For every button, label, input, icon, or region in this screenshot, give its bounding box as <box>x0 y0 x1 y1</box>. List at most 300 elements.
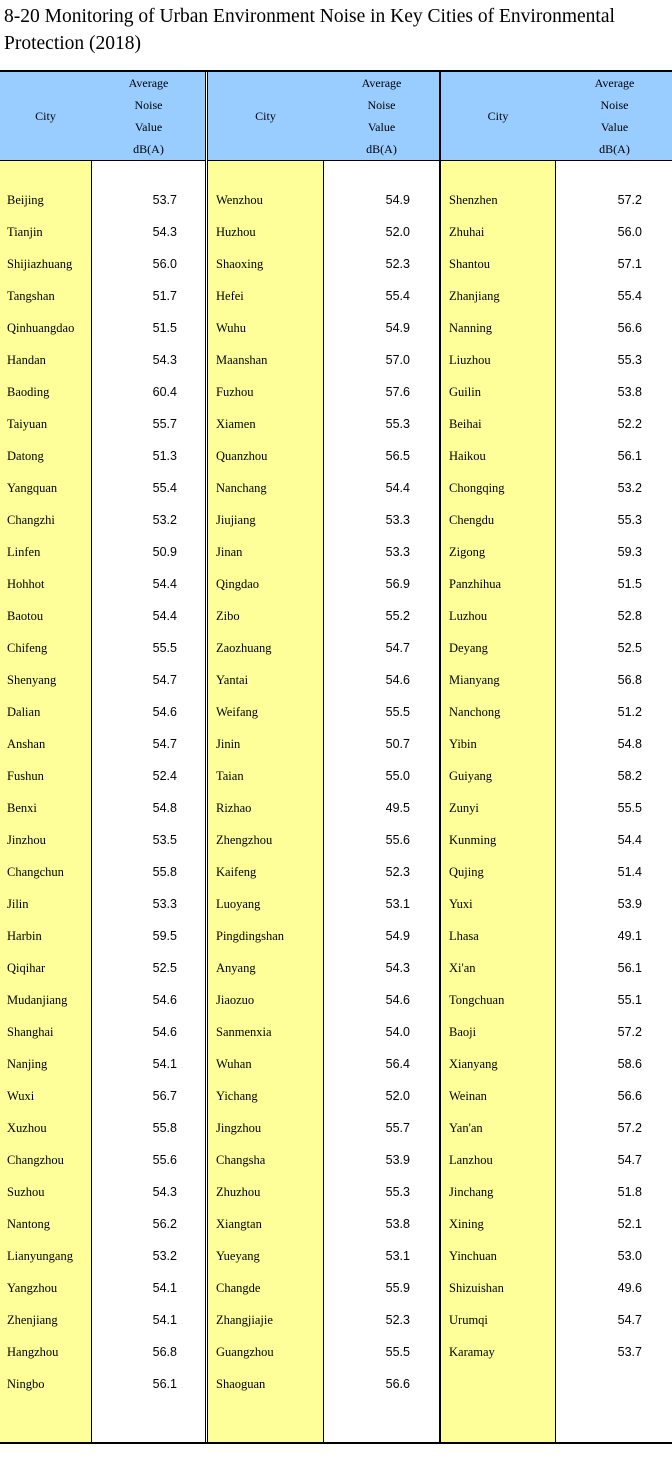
table-row <box>0 216 205 248</box>
table-row <box>0 1176 205 1208</box>
noise-value: 55.4 <box>152 481 177 495</box>
city-name: Urumqi <box>449 1313 488 1327</box>
noise-value: 52.0 <box>385 225 410 239</box>
noise-value: 54.6 <box>152 993 177 1007</box>
noise-value: 57.6 <box>385 385 410 399</box>
city-name: Zhenjiang <box>7 1313 58 1327</box>
noise-value: 59.3 <box>617 545 642 559</box>
noise-value: 57.1 <box>617 257 642 271</box>
noise-value: 54.6 <box>152 705 177 719</box>
city-name: Hangzhou <box>7 1345 59 1359</box>
city-name: Jinan <box>216 545 243 559</box>
table-row <box>0 312 205 344</box>
table-row <box>0 1368 205 1400</box>
noise-value: 56.0 <box>152 257 177 271</box>
table-row <box>441 184 672 216</box>
table-row <box>441 696 672 728</box>
city-name: Wuxi <box>7 1089 35 1103</box>
city-name: Chifeng <box>7 641 48 655</box>
noise-value: 53.1 <box>385 897 410 911</box>
noise-value: 51.7 <box>152 289 177 303</box>
city-name: Benxi <box>7 801 37 815</box>
city-name: Baoding <box>7 385 50 399</box>
noise-value: 50.9 <box>152 545 177 559</box>
city-name: Shizuishan <box>449 1281 504 1295</box>
table-row <box>0 408 205 440</box>
header-city: City <box>35 108 56 123</box>
city-name: Yantai <box>216 673 249 687</box>
city-name: Yueyang <box>216 1249 260 1263</box>
noise-value: 54.4 <box>385 481 410 495</box>
noise-value: 54.6 <box>385 673 410 687</box>
header-noise-value <box>556 72 672 160</box>
city-name: Guilin <box>449 385 481 399</box>
city-name: Beijing <box>7 193 44 207</box>
table-row <box>441 408 672 440</box>
noise-value: 54.7 <box>617 1313 642 1327</box>
city-name: Linfen <box>7 545 41 559</box>
city-name: Changchun <box>7 865 64 879</box>
table-row <box>208 1144 439 1176</box>
city-name: Shenyang <box>7 673 57 687</box>
city-name: Ningbo <box>7 1377 45 1391</box>
noise-value: 51.8 <box>617 1185 642 1199</box>
city-name: Xiangtan <box>216 1217 262 1231</box>
city-name: Kunming <box>449 833 497 847</box>
city-name: Luzhou <box>449 609 488 623</box>
table-row <box>0 920 205 952</box>
city-name: Wuhu <box>216 321 247 335</box>
noise-value: 54.9 <box>385 321 410 335</box>
noise-value: 54.9 <box>385 929 410 943</box>
noise-value: 55.3 <box>617 353 642 367</box>
noise-value: 54.3 <box>152 353 177 367</box>
table-row <box>208 760 439 792</box>
city-name: Jinchang <box>449 1185 494 1199</box>
table-row <box>208 312 439 344</box>
noise-value: 53.9 <box>617 897 642 911</box>
city-name: Wenzhou <box>216 193 263 207</box>
noise-value: 55.8 <box>152 1121 177 1135</box>
table-row <box>208 1016 439 1048</box>
city-name: Panzhihua <box>449 577 502 591</box>
table-row <box>0 344 205 376</box>
noise-value: 55.1 <box>617 993 642 1007</box>
noise-value: 53.5 <box>152 833 177 847</box>
noise-value: 55.7 <box>385 1121 410 1135</box>
city-name: Jinzhou <box>7 833 46 847</box>
table-row <box>0 824 205 856</box>
row-list <box>0 184 205 1400</box>
city-name: Weifang <box>216 705 259 719</box>
city-name: Zhuhai <box>449 225 485 239</box>
noise-value: 53.9 <box>385 1153 410 1167</box>
noise-value: 54.4 <box>152 609 177 623</box>
city-name: Fuzhou <box>216 385 254 399</box>
noise-value: 55.8 <box>152 865 177 879</box>
table-row <box>0 696 205 728</box>
city-name: Rizhao <box>216 801 252 815</box>
table-row <box>0 664 205 696</box>
noise-value: 55.3 <box>385 417 410 431</box>
table-row <box>0 1144 205 1176</box>
table-row <box>441 280 672 312</box>
city-name: Lhasa <box>449 929 479 943</box>
city-name: Baotou <box>7 609 44 623</box>
table-row <box>208 1336 439 1368</box>
table-row <box>0 1080 205 1112</box>
table-row <box>208 216 439 248</box>
noise-value: 53.7 <box>617 1345 642 1359</box>
city-name: Lianyungang <box>7 1249 73 1263</box>
table-row <box>0 984 205 1016</box>
noise-value: 49.1 <box>617 929 642 943</box>
city-name: Karamay <box>449 1345 495 1359</box>
table-row <box>208 568 439 600</box>
city-name: Changzhou <box>7 1153 64 1167</box>
city-name: Chongqing <box>449 481 505 495</box>
city-name: Suzhou <box>7 1185 45 1199</box>
noise-value: 54.4 <box>152 577 177 591</box>
city-name: Qinhuangdao <box>7 321 75 335</box>
city-name: Huzhou <box>216 225 256 239</box>
table-row <box>441 952 672 984</box>
header-city: City <box>255 108 276 123</box>
table-row <box>441 1176 672 1208</box>
header-noise-value <box>92 72 205 160</box>
table-row <box>208 1176 439 1208</box>
noise-value: 56.1 <box>617 449 642 463</box>
table-row <box>441 440 672 472</box>
city-name: Jinin <box>216 737 241 751</box>
table-row <box>208 1112 439 1144</box>
column-group-3 <box>440 72 672 1442</box>
noise-value: 54.7 <box>152 673 177 687</box>
table-row <box>208 696 439 728</box>
table-row <box>208 344 439 376</box>
table-row <box>441 792 672 824</box>
page-title: 8-20 Monitoring of Urban Environment Noise in Key Cities of Environmental Protection (2018) <box>4 6 615 54</box>
noise-value: 56.9 <box>385 577 410 591</box>
table-body <box>208 161 439 1442</box>
noise-value: 54.3 <box>152 225 177 239</box>
table-header <box>208 72 439 161</box>
noise-value: 51.5 <box>617 577 642 591</box>
city-name: Quanzhou <box>216 449 268 463</box>
city-name: Shijiazhuang <box>7 257 73 271</box>
table-row <box>0 1272 205 1304</box>
table-row <box>441 568 672 600</box>
table-row <box>441 1208 672 1240</box>
table-row <box>208 856 439 888</box>
noise-value: 54.1 <box>152 1057 177 1071</box>
table-row <box>0 856 205 888</box>
city-name: Dalian <box>7 705 41 719</box>
city-name: Haikou <box>449 449 486 463</box>
noise-value: 56.0 <box>617 225 642 239</box>
table-row <box>0 248 205 280</box>
city-name: Datong <box>7 449 44 463</box>
noise-value: 52.3 <box>385 1313 410 1327</box>
noise-value: 55.4 <box>385 289 410 303</box>
header-line: Noise <box>367 98 396 112</box>
header-noise-value <box>324 72 439 160</box>
city-name: Taiyuan <box>7 417 48 431</box>
table-row <box>0 1304 205 1336</box>
header-line: dB(A) <box>599 142 630 156</box>
row-list <box>441 184 672 1368</box>
noise-value: 53.3 <box>385 545 410 559</box>
table-row <box>208 952 439 984</box>
city-name: Taian <box>216 769 244 783</box>
noise-value: 54.6 <box>152 1025 177 1039</box>
city-name: Changde <box>216 1281 261 1295</box>
city-name: Xiamen <box>216 417 256 431</box>
noise-value: 51.3 <box>152 449 177 463</box>
noise-value: 52.3 <box>385 257 410 271</box>
noise-value: 56.2 <box>152 1217 177 1231</box>
table-row <box>208 888 439 920</box>
city-name: Yan'an <box>449 1121 483 1135</box>
city-name: Nantong <box>7 1217 51 1231</box>
city-name: Nanchong <box>449 705 501 719</box>
city-name: Sanmenxia <box>216 1025 272 1039</box>
city-name: Zibo <box>216 609 240 623</box>
table-body <box>0 161 205 1442</box>
city-name: Yibin <box>449 737 477 751</box>
header-line: dB(A) <box>366 142 397 156</box>
table-row <box>441 1144 672 1176</box>
noise-value: 52.1 <box>617 1217 642 1231</box>
table-row <box>0 472 205 504</box>
noise-value: 52.2 <box>617 417 642 431</box>
table-row <box>0 1336 205 1368</box>
noise-value: 54.8 <box>617 737 642 751</box>
table-row <box>441 1336 672 1368</box>
table-row <box>208 984 439 1016</box>
table-row <box>208 536 439 568</box>
table-row <box>441 1240 672 1272</box>
header-line: Average <box>594 76 635 90</box>
city-name: Tangshan <box>7 289 55 303</box>
city-name: Jiujiang <box>216 513 256 527</box>
city-name: Kaifeng <box>216 865 257 879</box>
city-name: Changzhi <box>7 513 55 527</box>
column-group-2 <box>207 72 440 1442</box>
noise-value: 53.8 <box>617 385 642 399</box>
city-name: Fushun <box>7 769 44 783</box>
city-name: Wuhan <box>216 1057 252 1071</box>
table-row <box>441 600 672 632</box>
noise-value: 55.6 <box>152 1153 177 1167</box>
table-row <box>208 728 439 760</box>
noise-value: 55.7 <box>152 417 177 431</box>
noise-value: 54.7 <box>617 1153 642 1167</box>
noise-value: 49.6 <box>617 1281 642 1295</box>
table-row <box>208 408 439 440</box>
column-group-1 <box>0 72 206 1442</box>
table-row <box>208 280 439 312</box>
table-row <box>0 888 205 920</box>
noise-value: 57.2 <box>617 1025 642 1039</box>
table-row <box>0 536 205 568</box>
table-row <box>0 760 205 792</box>
noise-value: 59.5 <box>152 929 177 943</box>
table-row <box>441 728 672 760</box>
noise-value: 51.2 <box>617 705 642 719</box>
table-row <box>441 632 672 664</box>
city-name: Weinan <box>449 1089 487 1103</box>
city-name: Liuzhou <box>449 353 491 367</box>
city-name: Qiqihar <box>7 961 46 975</box>
noise-value: 56.1 <box>617 961 642 975</box>
city-name: Yangzhou <box>7 1281 58 1295</box>
row-list <box>208 184 439 1400</box>
table-row <box>208 248 439 280</box>
table-row <box>0 376 205 408</box>
noise-value: 54.8 <box>152 801 177 815</box>
city-name: Mudanjiang <box>7 993 68 1007</box>
table-row <box>441 1304 672 1336</box>
table-row <box>208 1272 439 1304</box>
noise-value: 53.0 <box>617 1249 642 1263</box>
city-name: Guangzhou <box>216 1345 274 1359</box>
table-row <box>0 440 205 472</box>
noise-value: 54.1 <box>152 1313 177 1327</box>
table-row <box>441 888 672 920</box>
table-row <box>0 728 205 760</box>
city-name: Hohhot <box>7 577 45 591</box>
noise-value: 55.2 <box>385 609 410 623</box>
city-name: Yangquan <box>7 481 58 495</box>
header-line: Noise <box>134 98 163 112</box>
city-name: Guiyang <box>449 769 493 783</box>
city-name: Zhangjiajie <box>216 1313 273 1327</box>
table-row <box>441 536 672 568</box>
noise-value: 55.3 <box>385 1185 410 1199</box>
city-name: Shantou <box>449 257 490 271</box>
table-row <box>0 632 205 664</box>
noise-value: 52.3 <box>385 865 410 879</box>
city-name: Yinchuan <box>449 1249 497 1263</box>
noise-value: 53.3 <box>152 897 177 911</box>
city-name: Nanjing <box>7 1057 48 1071</box>
table-row <box>0 568 205 600</box>
noise-value: 55.3 <box>617 513 642 527</box>
noise-value: 56.6 <box>385 1377 410 1391</box>
city-name: Qingdao <box>216 577 260 591</box>
city-name: Deyang <box>449 641 488 655</box>
table-row <box>0 280 205 312</box>
city-name: Zhengzhou <box>216 833 273 847</box>
city-name: Luoyang <box>216 897 261 911</box>
city-name: Zunyi <box>449 801 479 815</box>
table-row <box>0 1240 205 1272</box>
city-name: Jiaozuo <box>216 993 255 1007</box>
noise-value: 53.3 <box>385 513 410 527</box>
city-name: Shenzhen <box>449 193 498 207</box>
city-name: Baoji <box>449 1025 477 1039</box>
city-name: Zigong <box>449 545 486 559</box>
table-row <box>208 504 439 536</box>
city-name: Xuzhou <box>7 1121 47 1135</box>
noise-value: 58.2 <box>617 769 642 783</box>
table-row <box>441 504 672 536</box>
table-row <box>208 184 439 216</box>
city-name: Zhuzhou <box>216 1185 261 1199</box>
table-row <box>441 1048 672 1080</box>
table-body <box>441 161 672 1442</box>
table-row <box>441 984 672 1016</box>
noise-value: 49.5 <box>385 801 410 815</box>
noise-value: 52.0 <box>385 1089 410 1103</box>
city-name: Yuxi <box>449 897 473 911</box>
table-row <box>208 1208 439 1240</box>
city-name: Anshan <box>7 737 46 751</box>
table-row <box>208 1080 439 1112</box>
city-name: Anyang <box>216 961 256 975</box>
noise-value: 53.7 <box>152 193 177 207</box>
noise-value: 57.0 <box>385 353 410 367</box>
noise-value: 52.8 <box>617 609 642 623</box>
noise-value: 52.5 <box>617 641 642 655</box>
noise-value: 54.1 <box>152 1281 177 1295</box>
noise-value: 51.4 <box>617 865 642 879</box>
noise-value: 54.3 <box>152 1185 177 1199</box>
city-name: Maanshan <box>216 353 268 367</box>
city-name: Hefei <box>216 289 244 303</box>
city-name: Tianjin <box>7 225 43 239</box>
noise-value: 57.2 <box>617 193 642 207</box>
city-name: Jingzhou <box>216 1121 262 1135</box>
table-row <box>208 920 439 952</box>
city-name: Lanzhou <box>449 1153 493 1167</box>
table-row <box>208 824 439 856</box>
table-row <box>208 632 439 664</box>
noise-value: 53.2 <box>152 1249 177 1263</box>
header-line: Value <box>600 120 629 134</box>
table-row <box>441 1272 672 1304</box>
table-row <box>441 760 672 792</box>
city-name: Xining <box>449 1217 484 1231</box>
noise-value: 57.2 <box>617 1121 642 1135</box>
city-name: Jilin <box>7 897 29 911</box>
table-header <box>441 72 672 161</box>
table-row <box>441 1112 672 1144</box>
noise-value: 55.6 <box>385 833 410 847</box>
noise-value: 51.5 <box>152 321 177 335</box>
table-row <box>0 184 205 216</box>
table-row <box>0 1048 205 1080</box>
table-row <box>208 1240 439 1272</box>
table-row <box>208 600 439 632</box>
city-name: Nanchang <box>216 481 267 495</box>
table-row <box>0 1112 205 1144</box>
city-name: Yichang <box>216 1089 258 1103</box>
table-row <box>441 312 672 344</box>
table-row <box>441 920 672 952</box>
noise-value: 54.9 <box>385 193 410 207</box>
table-row <box>208 1048 439 1080</box>
header-city: City <box>487 108 509 123</box>
noise-value: 52.5 <box>152 961 177 975</box>
header-line: Value <box>134 120 163 134</box>
noise-value: 56.7 <box>152 1089 177 1103</box>
noise-value: 52.4 <box>152 769 177 783</box>
noise-value: 54.7 <box>385 641 410 655</box>
noise-value: 55.5 <box>385 1345 410 1359</box>
noise-value: 53.1 <box>385 1249 410 1263</box>
